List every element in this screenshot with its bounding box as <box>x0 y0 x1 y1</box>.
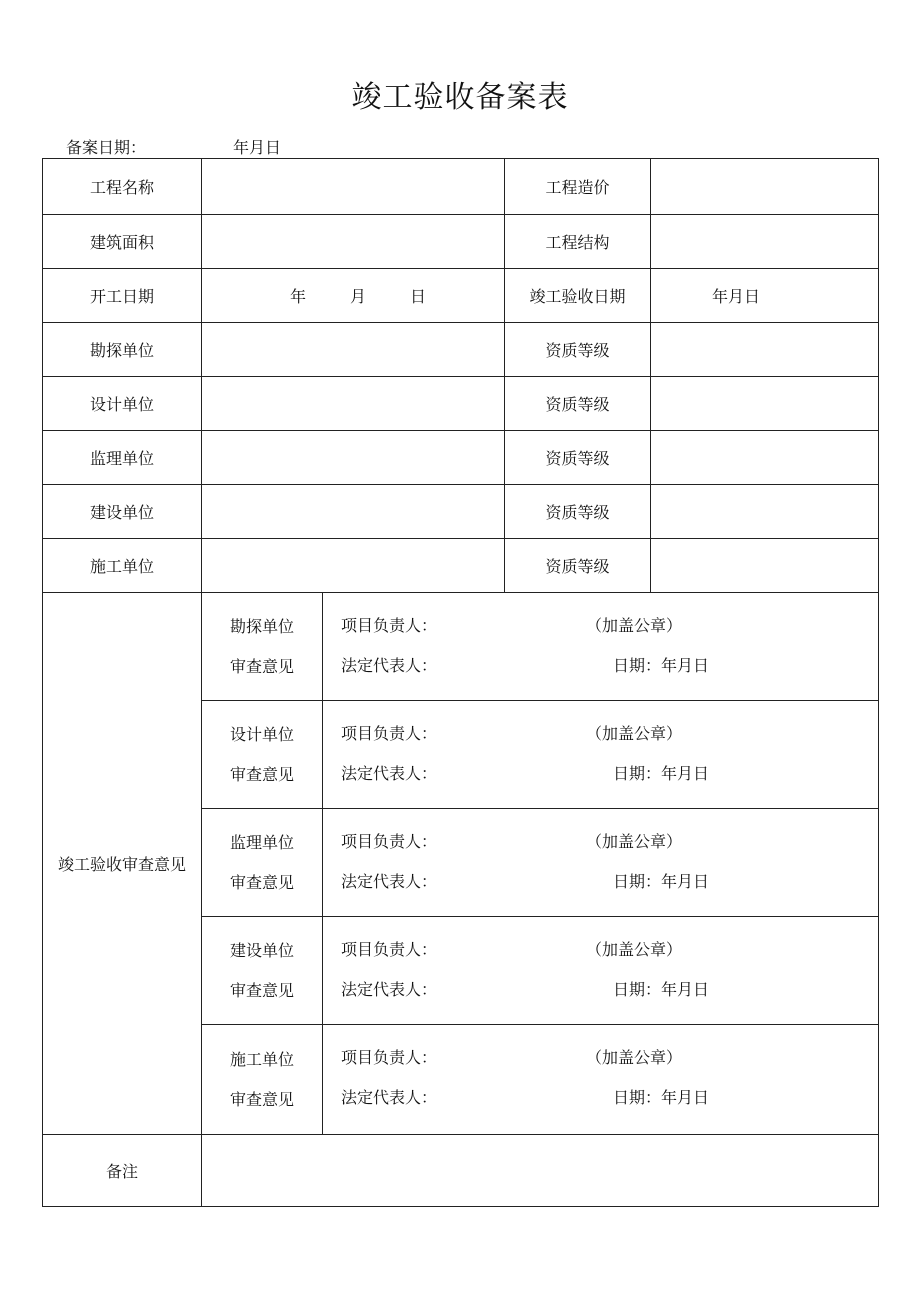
review-block-owner <box>202 917 878 1025</box>
seal-label: （加盖公章） <box>586 724 683 743</box>
review-opinion-area[interactable] <box>323 701 878 808</box>
project-leader-label: 项目负责人： <box>341 940 438 959</box>
owner-unit-label: 建设单位 <box>43 485 202 539</box>
review-unit-label: 建设单位 <box>229 940 294 960</box>
seal-label: （加盖公章） <box>586 1048 683 1067</box>
owner-qualification-field[interactable] <box>651 485 879 539</box>
supervision-unit-label: 监理单位 <box>43 431 202 485</box>
start-date-label: 开工日期 <box>43 269 202 323</box>
review-section <box>202 593 879 1135</box>
review-date-label: 日期：年月日 <box>613 656 710 675</box>
qualification-grade-label: 资质等级 <box>505 485 651 539</box>
completion-date-value: 年月日 <box>712 287 761 306</box>
project-name-field[interactable] <box>202 159 505 215</box>
review-unit-label: 设计单位 <box>229 724 294 744</box>
review-block-supervision <box>202 809 878 917</box>
completion-date-label: 竣工验收日期 <box>505 269 651 323</box>
survey-unit-label: 勘探单位 <box>43 323 202 377</box>
qualification-grade-label: 资质等级 <box>505 431 651 485</box>
review-opinion-area[interactable] <box>323 593 878 700</box>
review-block-survey <box>202 593 878 701</box>
project-structure-label: 工程结构 <box>505 215 651 269</box>
filing-form-table <box>42 158 879 1207</box>
start-month-label: 月 <box>349 287 366 306</box>
review-block-design <box>202 701 878 809</box>
review-opinion-label: 审查意见 <box>229 872 294 892</box>
supervision-unit-field[interactable] <box>202 431 505 485</box>
review-opinion-area[interactable] <box>323 809 878 916</box>
seal-label: （加盖公章） <box>586 940 683 959</box>
legal-rep-label: 法定代表人： <box>341 656 438 675</box>
review-opinion-label: 审查意见 <box>229 980 294 1000</box>
project-cost-label: 工程造价 <box>505 159 651 215</box>
project-leader-label: 项目负责人： <box>341 616 438 635</box>
review-date-label: 日期：年月日 <box>613 980 710 999</box>
seal-label: （加盖公章） <box>586 832 683 851</box>
review-date-label: 日期：年月日 <box>613 872 710 891</box>
project-structure-field[interactable] <box>651 215 879 269</box>
survey-unit-field[interactable] <box>202 323 505 377</box>
review-opinion-label: 审查意见 <box>229 1089 294 1109</box>
completion-date-field[interactable] <box>651 269 879 323</box>
review-section-label: 竣工验收审查意见 <box>43 593 202 1135</box>
page-title: 竣工验收备案表 <box>351 80 569 115</box>
review-date-label: 日期：年月日 <box>613 1088 710 1107</box>
legal-rep-label: 法定代表人： <box>341 980 438 999</box>
qualification-grade-label: 资质等级 <box>505 539 651 593</box>
supervision-qualification-field[interactable] <box>651 431 879 485</box>
construction-unit-field[interactable] <box>202 539 505 593</box>
project-name-label: 工程名称 <box>43 159 202 215</box>
review-opinion-label: 审查意见 <box>229 656 294 676</box>
project-leader-label: 项目负责人： <box>341 832 438 851</box>
survey-qualification-field[interactable] <box>651 323 879 377</box>
legal-rep-label: 法定代表人： <box>341 764 438 783</box>
review-unit-label: 施工单位 <box>229 1049 294 1069</box>
project-leader-label: 项目负责人： <box>341 1048 438 1067</box>
review-unit-label: 勘探单位 <box>229 616 294 636</box>
design-unit-field[interactable] <box>202 377 505 431</box>
review-opinion-label: 审查意见 <box>229 764 294 784</box>
building-area-field[interactable] <box>202 215 505 269</box>
remarks-field[interactable] <box>202 1135 879 1207</box>
start-day-label: 日 <box>410 287 427 306</box>
construction-unit-label: 施工单位 <box>43 539 202 593</box>
design-unit-label: 设计单位 <box>43 377 202 431</box>
remarks-label: 备注 <box>43 1135 202 1207</box>
design-qualification-field[interactable] <box>651 377 879 431</box>
owner-unit-field[interactable] <box>202 485 505 539</box>
qualification-grade-label: 资质等级 <box>505 377 651 431</box>
review-opinion-area[interactable] <box>323 1025 878 1134</box>
project-cost-field[interactable] <box>651 159 879 215</box>
filing-date-value[interactable]: 年月日 <box>233 138 282 157</box>
qualification-grade-label: 资质等级 <box>505 323 651 377</box>
building-area-label: 建筑面积 <box>43 215 202 269</box>
review-date-label: 日期：年月日 <box>613 764 710 783</box>
review-opinion-area[interactable] <box>323 917 878 1024</box>
project-leader-label: 项目负责人： <box>341 724 438 743</box>
seal-label: （加盖公章） <box>586 616 683 635</box>
start-year-label: 年 <box>289 287 306 306</box>
filing-date-label: 备案日期： <box>66 138 147 157</box>
start-date-field[interactable] <box>202 269 505 323</box>
legal-rep-label: 法定代表人： <box>341 872 438 891</box>
construction-qualification-field[interactable] <box>651 539 879 593</box>
review-block-construction <box>202 1025 878 1134</box>
review-unit-label: 监理单位 <box>229 832 294 852</box>
legal-rep-label: 法定代表人： <box>341 1088 438 1107</box>
